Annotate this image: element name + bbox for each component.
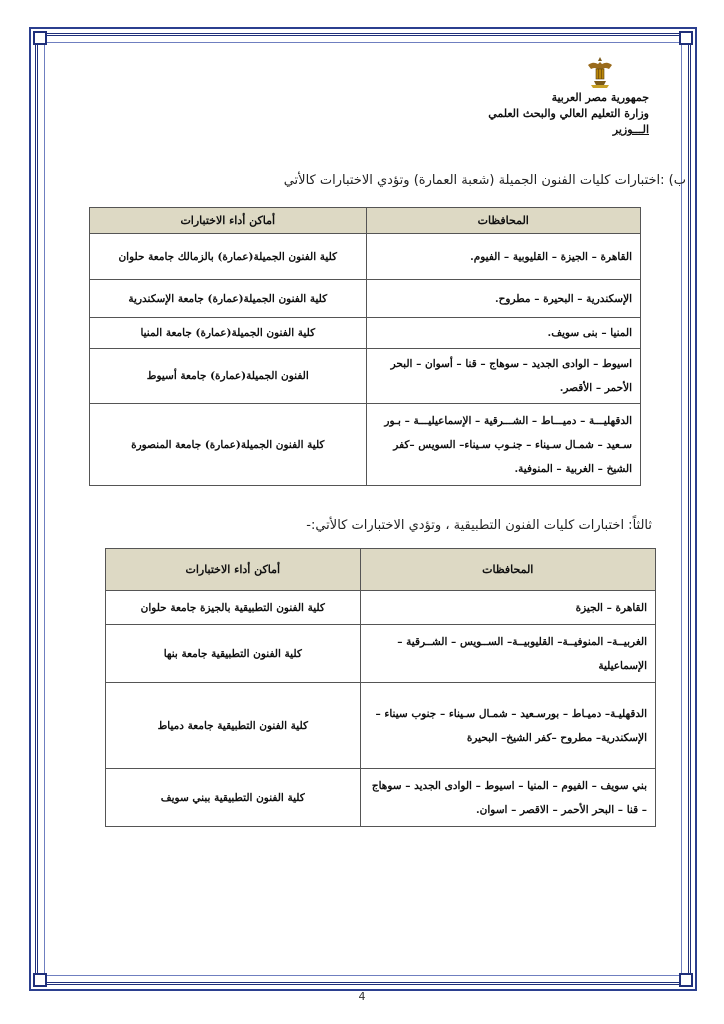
page-number: 4 <box>358 990 366 1003</box>
governorates-cell: بني سويف – الفيوم – المنيا – اسيوط – الوادى الجديد – سوهاج – قنا – البحر الأحمر – الاقصر – اسوان. <box>360 769 655 827</box>
exam-place-cell: كلية الفنون الجميلة(عمارة) بالزمالك جامعة حلوان <box>90 234 367 280</box>
table-row <box>106 591 656 625</box>
section-b-title: ب) :اختبارات كليات الفنون الجميلة (شعبة العمارة) وتؤدي الاختبارات كالأتي <box>283 173 686 188</box>
exam-place-cell: كلية الفنون التطبيقية جامعة دمياط <box>106 683 361 769</box>
corner-ornament <box>679 973 693 987</box>
exam-place-cell: كلية الفنون الجميلة(عمارة) جامعة المنصورة <box>90 404 367 486</box>
governorates-cell: القاهرة – الجيزة <box>360 591 655 625</box>
exam-place-cell: كلية الفنون الجميلة(عمارة) جامعة الإسكندرية <box>90 280 367 318</box>
column-header-places: أماكن أداء الاختبارات <box>90 208 367 234</box>
table-row <box>106 683 656 769</box>
table-row <box>90 404 641 486</box>
exam-place-cell: كلية الفنون الجميلة(عمارة) جامعة المنيا <box>90 318 367 349</box>
table-row <box>90 280 641 318</box>
header-country: جمهورية مصر العربية <box>551 91 649 104</box>
table-header-row <box>106 549 656 591</box>
governorates-cell: اسيوط – الوادى الجديد – سوهاج – قنا – أسوان – البحر الأحمر – الأقصر. <box>366 349 640 404</box>
column-header-governorates: المحافظات <box>360 549 655 591</box>
governorates-cell: الدقهليـــة – دميـــاط – الشـــرقية – الإسماعيليـــة – بـور سـعيد – شمـال سـيناء – جنـوب سـيناء– السويس –كفر الشيخ – الغربية – المنوفية. <box>366 404 640 486</box>
exam-place-cell: الفنون الجميلة(عمارة) جامعة أسيوط <box>90 349 367 404</box>
ministry-header <box>389 90 649 138</box>
corner-ornament <box>33 31 47 45</box>
section-c-title: ثالثاً: اختبارات كليات الفنون التطبيقية ، وتؤدي الاختبارات كالأتي:- <box>306 518 652 533</box>
applied-arts-table <box>105 548 656 827</box>
eagle-emblem-icon <box>585 55 615 89</box>
corner-ornament <box>33 973 47 987</box>
header-ministry: وزارة التعليم العالي والبحث العلمي <box>488 107 649 120</box>
table-row <box>90 318 641 349</box>
table-row <box>90 349 641 404</box>
fine-arts-table <box>89 207 641 486</box>
governorates-cell: الإسكندرية – البحيرة – مطروح. <box>366 280 640 318</box>
table-row <box>106 769 656 827</box>
exam-place-cell: كلية الفنون التطبيقية ببني سويف <box>106 769 361 827</box>
exam-place-cell: كلية الفنون التطبيقية جامعة بنها <box>106 625 361 683</box>
corner-ornament <box>679 31 693 45</box>
table-header-row <box>90 208 641 234</box>
governorates-cell: الغربيــة– المنوفيــة– القليوبيــة– الســويس – الشــرقية – الإسماعيلية <box>360 625 655 683</box>
table-row <box>106 625 656 683</box>
column-header-places: أماكن أداء الاختبارات <box>106 549 361 591</box>
header-minister: الـــوزير <box>612 123 649 136</box>
governorates-cell: المنيا – بنى سويف. <box>366 318 640 349</box>
governorates-cell: القاهرة – الجيزة – القليوبية – الفيوم. <box>366 234 640 280</box>
table-row <box>90 234 641 280</box>
column-header-governorates: المحافظات <box>366 208 640 234</box>
exam-place-cell: كلية الفنون التطبيقية بالجيزة جامعة حلوان <box>106 591 361 625</box>
governorates-cell: الدقهليـة– دميـاط – بورسـعيد – شمـال سـيناء – جنوب سيناء – الإسكندرية– مطروح –كفر الشيخ– البحيرة <box>360 683 655 769</box>
